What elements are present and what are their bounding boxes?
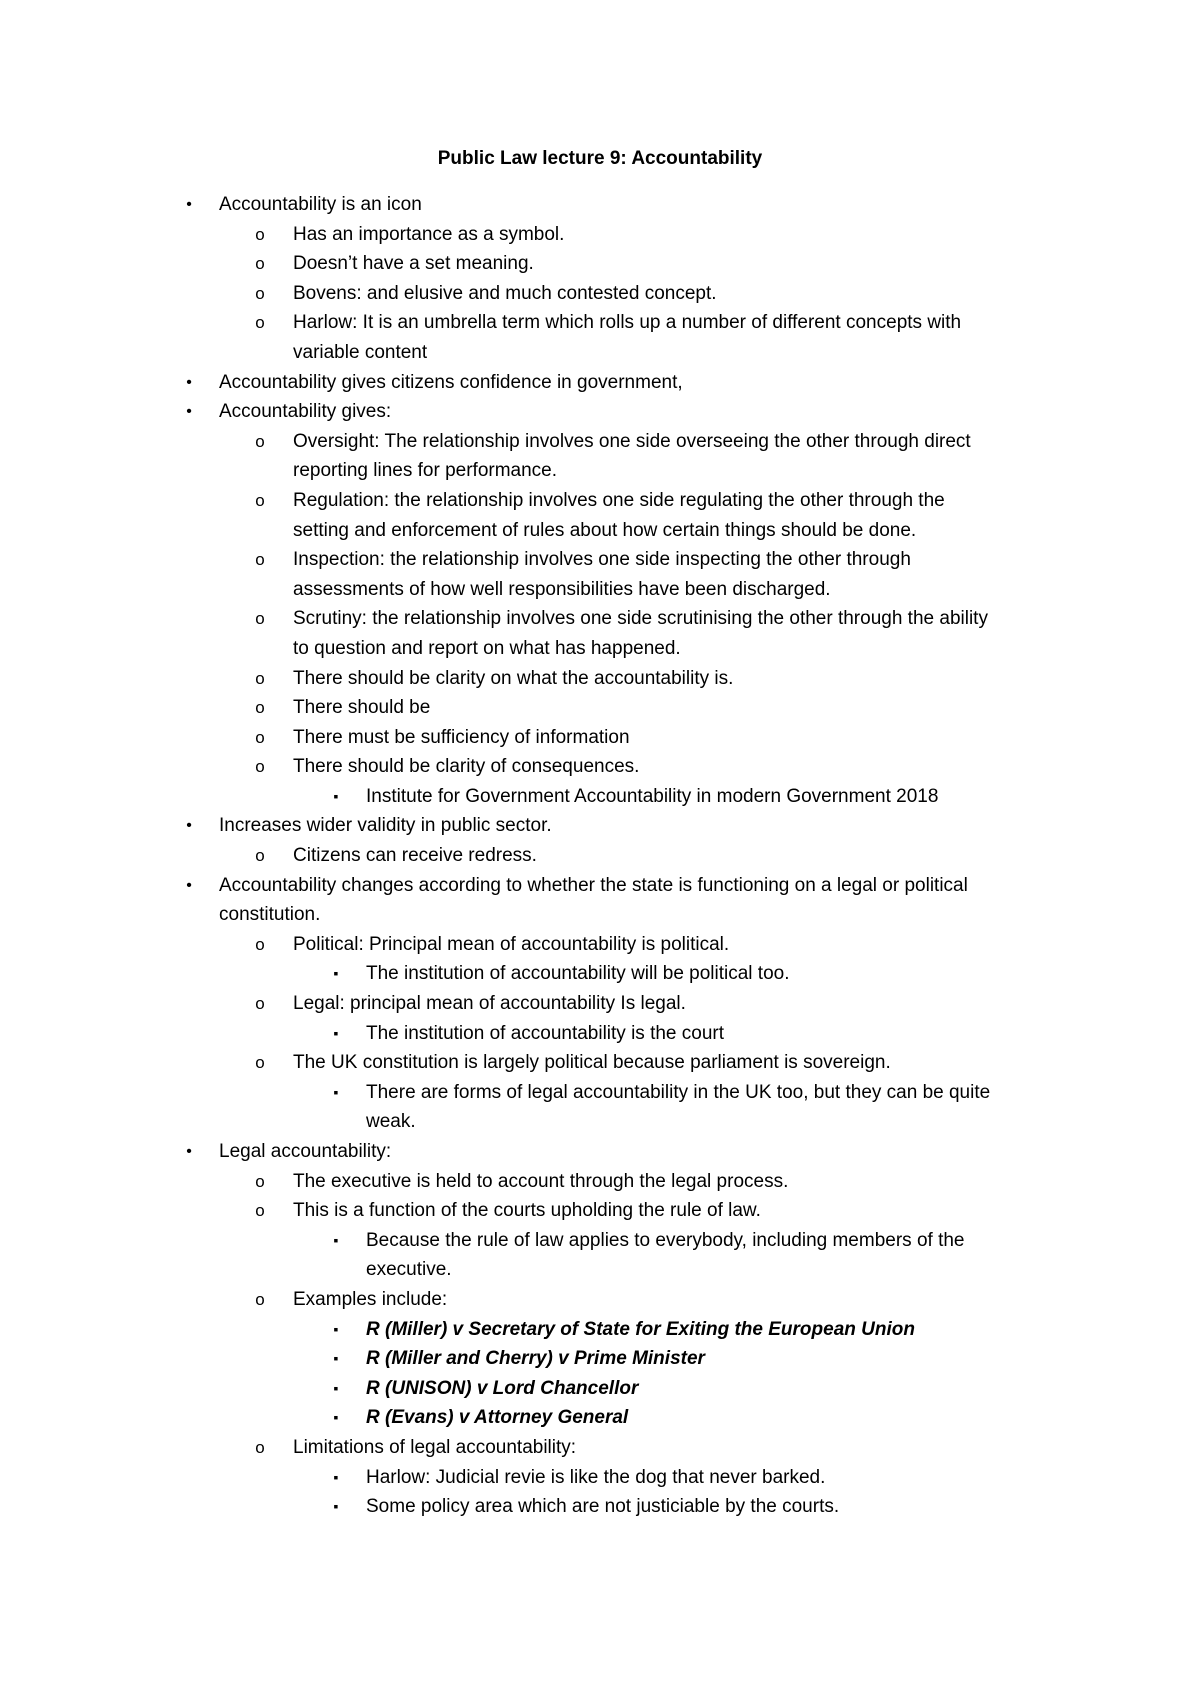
list-item-text: There should be clarity of consequences. <box>293 756 640 778</box>
list-item <box>0 664 1200 694</box>
bullet-icon: • <box>186 373 192 391</box>
list-item-continuation <box>0 900 1200 930</box>
list-item-text: assessments of how well responsibilities have been discharged. <box>293 578 831 600</box>
list-item-text: Accountability gives citizens confidence in government, <box>219 371 683 393</box>
bullet-icon: ▪ <box>333 1468 339 1485</box>
list-item-continuation <box>0 575 1200 605</box>
list-item-text: Harlow: Judicial revie is like the dog that never barked. <box>366 1466 826 1488</box>
list-item <box>0 1285 1200 1315</box>
list-item-text: R (Evans) v Attorney General <box>366 1407 629 1429</box>
bullet-icon: ▪ <box>333 1498 339 1515</box>
list-item <box>0 397 1200 427</box>
bullet-icon: ▪ <box>333 1231 339 1248</box>
list-item-continuation <box>0 516 1200 546</box>
list-item-text: Accountability is an icon <box>219 194 422 215</box>
list-item <box>0 1315 1200 1345</box>
list-item <box>0 308 1200 338</box>
list-item-text: Inspection: the relationship involves one side inspecting the other through <box>293 549 911 571</box>
bullet-icon: ▪ <box>333 1083 339 1100</box>
list-item-continuation <box>0 1107 1200 1137</box>
bullet-icon: o <box>255 1171 265 1191</box>
bullet-icon: ▪ <box>333 965 339 982</box>
bullet-icon: ▪ <box>333 787 339 804</box>
list-item <box>0 1403 1200 1433</box>
list-item <box>0 752 1200 782</box>
list-item-text: Political: Principal mean of accountability is political. <box>293 933 730 955</box>
list-item-text: Scrutiny: the relationship involves one side scrutinising the other through the ability <box>293 608 988 630</box>
list-item <box>0 1433 1200 1463</box>
list-item-text: The UK constitution is largely political because parliament is sovereign. <box>293 1052 891 1074</box>
list-item-continuation <box>0 338 1200 368</box>
list-item-text: Institute for Government Accountability in modern Government 2018 <box>366 785 939 807</box>
list-item-continuation <box>0 456 1200 486</box>
list-item-text: There should be clarity on what the accountability is. <box>293 667 734 689</box>
list-item <box>0 486 1200 516</box>
bullet-icon: o <box>255 313 265 333</box>
bullet-icon: • <box>186 1143 192 1160</box>
list-item-text: Harlow: It is an umbrella term which rolls up a number of different concepts with <box>293 312 962 334</box>
list-item-text: Doesn’t have a set meaning. <box>293 253 534 275</box>
list-item-text: Regulation: the relationship involves one side regulating the other through the <box>293 489 945 511</box>
list-item <box>0 1374 1200 1404</box>
list-item-text: to question and report on what has happened. <box>293 637 681 659</box>
bullet-icon: o <box>255 934 265 954</box>
list-item-text: variable content <box>293 341 428 363</box>
list-item-text: The executive is held to account through the legal process. <box>293 1170 789 1192</box>
bullet-icon: o <box>255 550 265 570</box>
list-item-text: setting and enforcement of rules about how certain things should be done. <box>293 519 917 541</box>
list-item <box>0 1463 1200 1493</box>
list-item-text: Citizens can receive redress. <box>293 845 537 867</box>
bullet-icon: o <box>255 1289 265 1309</box>
list-item-text: This is a function of the courts upholding the rule of law. <box>293 1200 761 1222</box>
bullet-icon: o <box>255 224 265 244</box>
list-item-text: R (Miller and Cherry) v Prime Minister <box>366 1348 705 1370</box>
list-item-text: Legal accountability: <box>219 1141 392 1162</box>
list-item <box>0 871 1200 901</box>
list-item <box>0 841 1200 871</box>
bullet-icon: o <box>255 1437 265 1457</box>
document-title: Public Law lecture 9: Accountability <box>437 148 763 169</box>
list-item <box>0 723 1200 753</box>
list-item-continuation <box>0 1255 1200 1285</box>
list-item <box>0 190 1200 220</box>
list-item <box>0 1344 1200 1374</box>
bullet-icon: o <box>255 490 265 510</box>
list-item <box>0 811 1200 841</box>
list-item <box>0 368 1200 398</box>
bullet-icon: o <box>255 698 265 718</box>
list-item-text: Increases wider validity in public sector. <box>219 815 552 837</box>
list-item <box>0 249 1200 279</box>
bullet-icon: • <box>186 817 192 835</box>
list-item-text: There should be <box>293 697 431 719</box>
list-item-text: Oversight: The relationship involves one side overseeing the other through direct <box>293 430 971 452</box>
list-item-text: Because the rule of law applies to everybody, including members of the <box>366 1229 965 1251</box>
bullet-icon: o <box>255 846 265 866</box>
bullet-icon: o <box>255 727 265 747</box>
list-item-text: R (UNISON) v Lord Chancellor <box>366 1377 639 1399</box>
bullet-icon: • <box>186 196 192 213</box>
list-item-text: Accountability gives: <box>219 401 392 423</box>
list-item <box>0 604 1200 634</box>
list-item-text: Bovens: and elusive and much contested concept. <box>293 282 717 304</box>
list-item <box>0 1137 1200 1167</box>
list-item-text: R (Miller) v Secretary of State for Exiting the European Union <box>366 1318 915 1340</box>
list-item <box>0 1492 1200 1522</box>
list-item-text: reporting lines for performance. <box>293 460 558 482</box>
list-item <box>0 1196 1200 1226</box>
bullet-icon: o <box>255 668 265 688</box>
bullet-icon: o <box>255 1201 265 1221</box>
list-item-text: Accountability changes according to whether the state is functioning on a legal or political <box>219 874 968 896</box>
list-item-text: The institution of accountability will be political too. <box>366 963 790 985</box>
list-item <box>0 1048 1200 1078</box>
bullet-icon: ▪ <box>333 1350 339 1367</box>
bullet-icon: • <box>186 876 192 894</box>
list-item-text: weak. <box>366 1111 416 1133</box>
bullet-icon: o <box>255 283 265 303</box>
list-item <box>0 220 1200 250</box>
list-item-text: Limitations of legal accountability: <box>293 1436 577 1458</box>
list-item-continuation <box>0 634 1200 664</box>
list-item <box>0 427 1200 457</box>
list-item <box>0 989 1200 1019</box>
list-item-text: The institution of accountability is the court <box>366 1022 725 1044</box>
bullet-icon: o <box>255 1053 265 1073</box>
list-item-text: Has an importance as a symbol. <box>293 223 565 245</box>
bullet-icon: ▪ <box>333 1320 339 1337</box>
list-item-text: Legal: principal mean of accountability Is legal. <box>293 993 686 1015</box>
list-item-text: constitution. <box>219 904 321 926</box>
list-item-text: There must be sufficiency of information <box>293 726 630 748</box>
list-item <box>0 1167 1200 1197</box>
list-item <box>0 693 1200 723</box>
bullet-icon: ▪ <box>333 1379 339 1396</box>
list-item <box>0 930 1200 960</box>
list-item <box>0 782 1200 812</box>
bullet-icon: • <box>186 403 192 421</box>
list-item <box>0 1078 1200 1108</box>
bullet-icon: o <box>255 254 265 274</box>
list-item-text: Examples include: <box>293 1288 448 1310</box>
list-item-text: Some policy area which are not justiciable by the courts. <box>366 1496 840 1518</box>
bullet-icon: o <box>255 609 265 629</box>
list-item <box>0 279 1200 309</box>
bullet-icon: ▪ <box>333 1024 339 1041</box>
document-body <box>0 190 1200 1522</box>
list-item <box>0 1019 1200 1049</box>
list-item-text: executive. <box>366 1259 452 1281</box>
bullet-icon: o <box>255 431 265 451</box>
list-item <box>0 1226 1200 1256</box>
bullet-icon: o <box>255 757 265 777</box>
list-item <box>0 545 1200 575</box>
bullet-icon: o <box>255 994 265 1014</box>
bullet-icon: ▪ <box>333 1409 339 1426</box>
list-item <box>0 959 1200 989</box>
list-item-text: There are forms of legal accountability in the UK too, but they can be quite <box>366 1081 991 1103</box>
